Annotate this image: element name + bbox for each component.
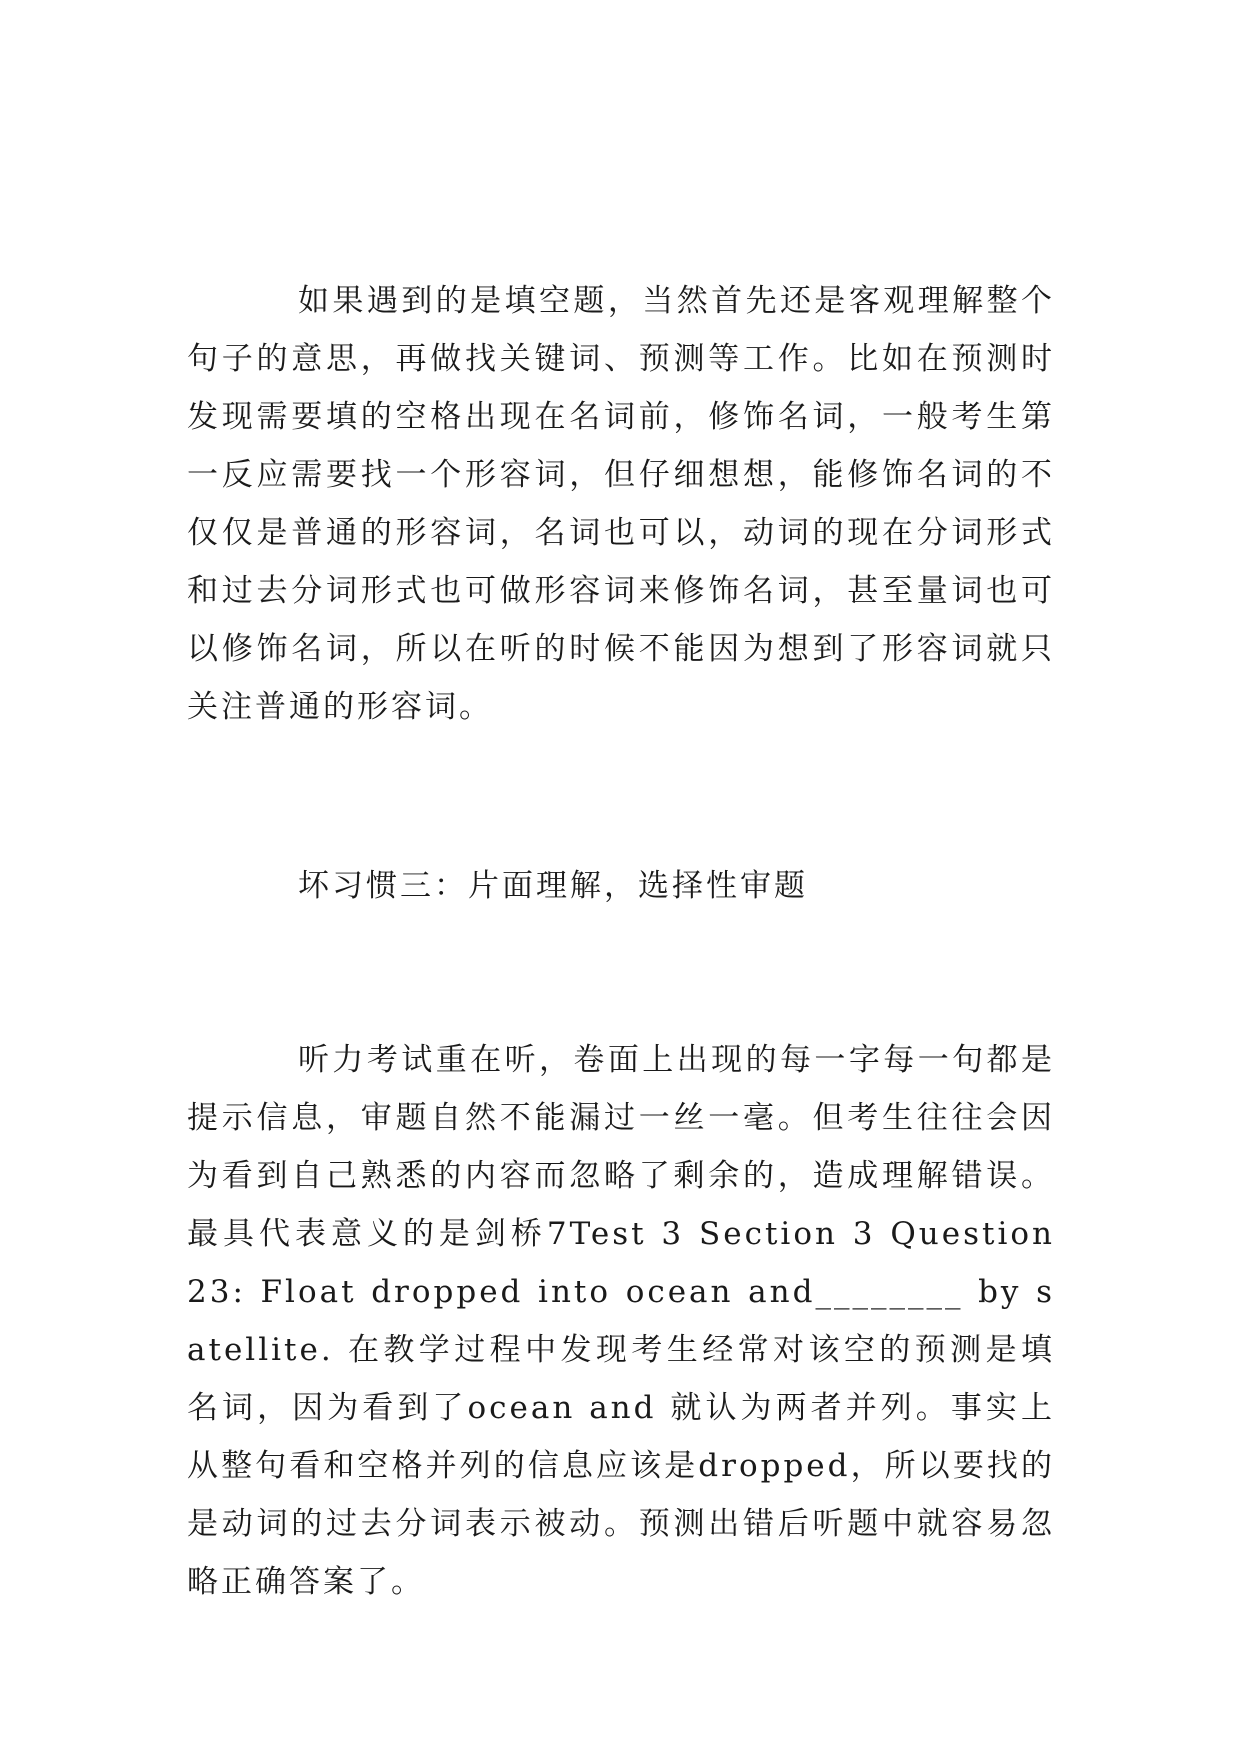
body-paragraph: 如果遇到的是填空题，当然首先还是客观理解整个句子的意思，再做找关键词、预测等工作。比如在预测时发现需要填的空格出现在名词前，修饰名词，一般考生第一反应需要找一个形容词，但仔细想想，能修饰名词的不仅仅是普通的形容词，名词也可以，动词的现在分词形式和过去分词形式也可做形容词来修饰名词，甚至量词也可以修饰名词，所以在听的时候不能因为想到了形容词就只关注普通的形容词。 [187, 283, 1055, 725]
body-paragraph: 听力考试重在听，卷面上出现的每一字每一句都是提示信息，审题自然不能漏过一丝一毫。但考生往往会因为看到自己熟悉的内容而忽略了剩余的，造成理解错误。最具代表意义的是剑桥7Test 3 Section 3 Question 23: Float dropped into ocean and________ by satellite. 在教学过程中发现考生经常对该空的预测是填名词，因为看到了ocean and 就认为两者并列。事实上从整句看和空格并列的信息应该是dropped，所以要找的是动词的过去分词表示被动。预测出错后听题中就容易忽略正确答案了。 [187, 1042, 1055, 1600]
section-heading: 坏习惯三：片面理解，选择性审题 [298, 868, 808, 904]
